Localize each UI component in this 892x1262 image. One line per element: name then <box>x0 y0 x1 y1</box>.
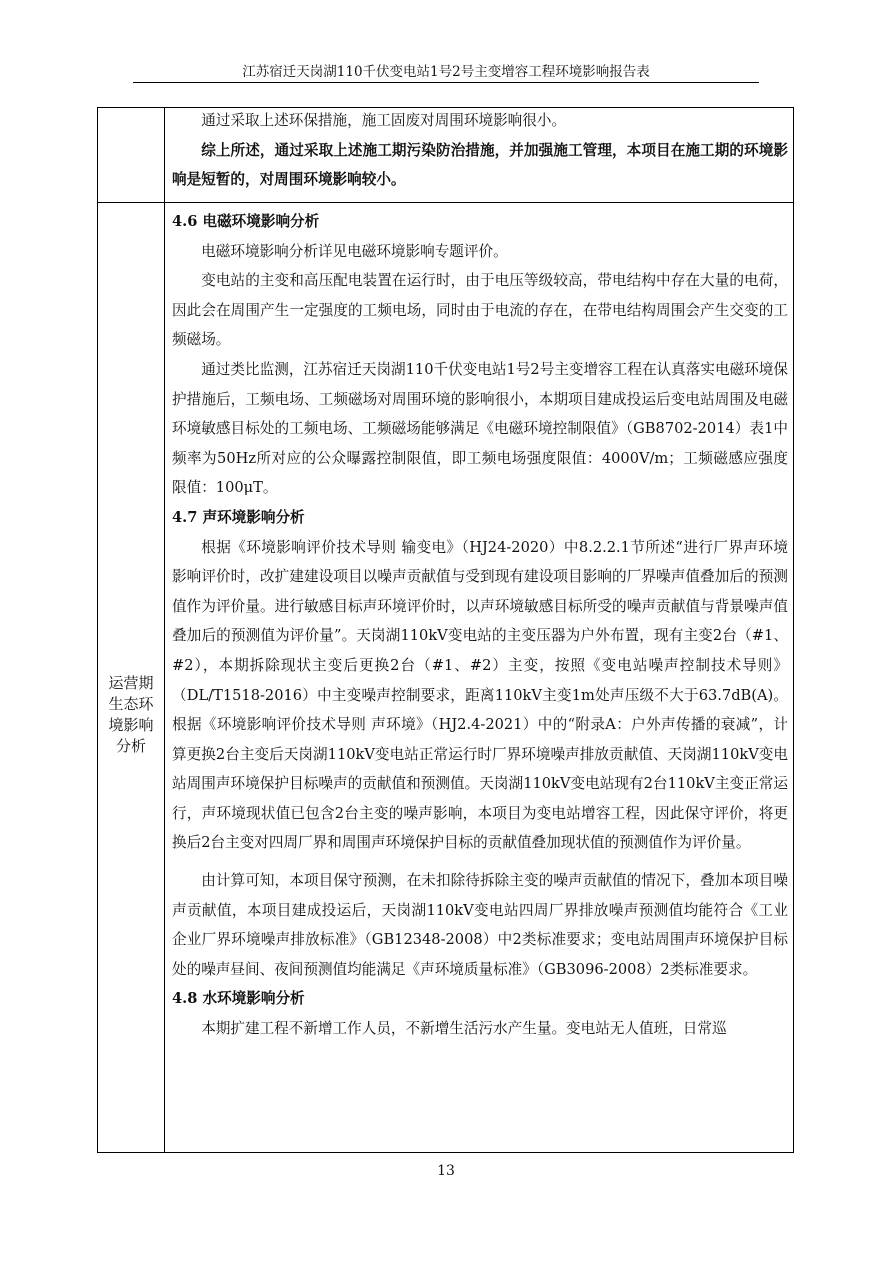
row-label-operation-period <box>98 673 164 757</box>
row-label-line: 分析 <box>115 737 146 755</box>
row-divider <box>98 202 793 203</box>
paragraph: 变电站的主变和高压配电装置在运行时，由于电压等级较高，带电结构中存在大量的电荷，因此会在周围产生一定强度的工频电场，同时由于电流的存在，在带电结构周围会产生交变的工频磁场。 <box>172 272 788 349</box>
column-divider <box>164 108 165 1152</box>
section-heading-noise: 4.7 声环境影响分析 <box>172 508 305 526</box>
paragraph: 通过类比监测，江苏宿迁天岗湖110千伏变电站1号2号主变增容工程在认真落实电磁环境保护措施后，工频电场、工频磁场对周围环境的影响很小，本期项目建成投运后变电站周围及电磁环境敏感目标处的工频电场、工频磁场能够满足《电磁环境控制限值》（GB8702-2014）表1中频率为50Hz所对应的公众曝露控制限值，即工频电场强度限值：4000V/m；工频磁感应强度限值：100μT。 <box>172 360 788 497</box>
row-label-line: 运营期 <box>108 674 154 692</box>
section-heading-water: 4.8 水环境影响分析 <box>172 990 305 1008</box>
paragraph: 根据《环境影响评价技术导则 输变电》（HJ24-2020）中8.2.2.1节所述“进行厂界声环境影响评价时，改扩建建设项目以噪声贡献值与受到现有建设项目影响的厂界噪声值叠加后的预测值作为评价量。进行敏感目标声环境评价时，以声环境敏感目标所受的噪声贡献值与背景噪声值叠加后的预测值为评价量”。天岗湖110kV变电站的主变压器为户外布置，现有主变2台（#1、#2），本期拆除现状主变后更换2台（#1、#2）主变，按照《变电站噪声控制技术导则》（DL/T1518-2016）中主变噪声控制要求，距离110kV主变1m处声压级不大于63.7dB(A)。根据《环境影响评价技术导则 声环境》（HJ2.4-2021）中的“附录A：户外声传播的衰减”，计算更换2台主变后天岗湖110kV变电站正常运行时厂界环境噪声排放贡献值、天岗湖110kV变电站周围声环境保护目标噪声的贡献值和预测值。天岗湖110kV变电站现有2台110kV主变正常运行，声环境现状值已包含2台主变的噪声影响，本项目为变电站增容工程，因此保守评价，将更换后2台主变对四周厂界和周围声环境保护目标的贡献值叠加现状值的预测值作为评价量。 <box>172 538 788 852</box>
row-label-line: 生态环 <box>108 695 154 713</box>
page-number: 13 <box>437 1163 455 1179</box>
paragraph: 本期扩建工程不新增工作人员，不新增生活污水产生量。变电站无人值班，日常巡 <box>201 1020 727 1038</box>
row-construction-conclusion <box>172 106 788 195</box>
section-heading-electromagnetic: 4.6 电磁环境影响分析 <box>172 213 320 230</box>
row-label-line: 境影响 <box>108 716 154 734</box>
row-operation-analysis <box>172 207 788 1044</box>
summary-paragraph: 综上所述，通过采取上述施工期污染防治措施，并加强施工管理，本项目在施工期的环境影响是短暂的，对周围环境影响较小。 <box>172 141 788 189</box>
page-header: 江苏宿迁天岗湖110千伏变电站1号2号主变增容工程环境影响报告表 <box>133 62 759 83</box>
paragraph: 由计算可知，本项目保守预测，在未扣除待拆除主变的噪声贡献值的情况下，叠加本项目噪声贡献值，本项目建成投运后，天岗湖110kV变电站四周厂界排放噪声预测值均能符合《工业企业厂界环境噪声排放标准》（GB12348-2008）中2类标准要求；变电站周围声环境保护目标处的噪声昼间、夜间预测值均能满足《声环境质量标准》（GB3096-2008）2类标准要求。 <box>172 872 788 978</box>
paragraph: 通过采取上述环保措施，施工固废对周围环境影响很小。 <box>201 112 567 129</box>
paragraph: 电磁环境影响分析详见电磁环境影响专题评价。 <box>201 242 508 260</box>
report-table <box>97 107 794 1153</box>
